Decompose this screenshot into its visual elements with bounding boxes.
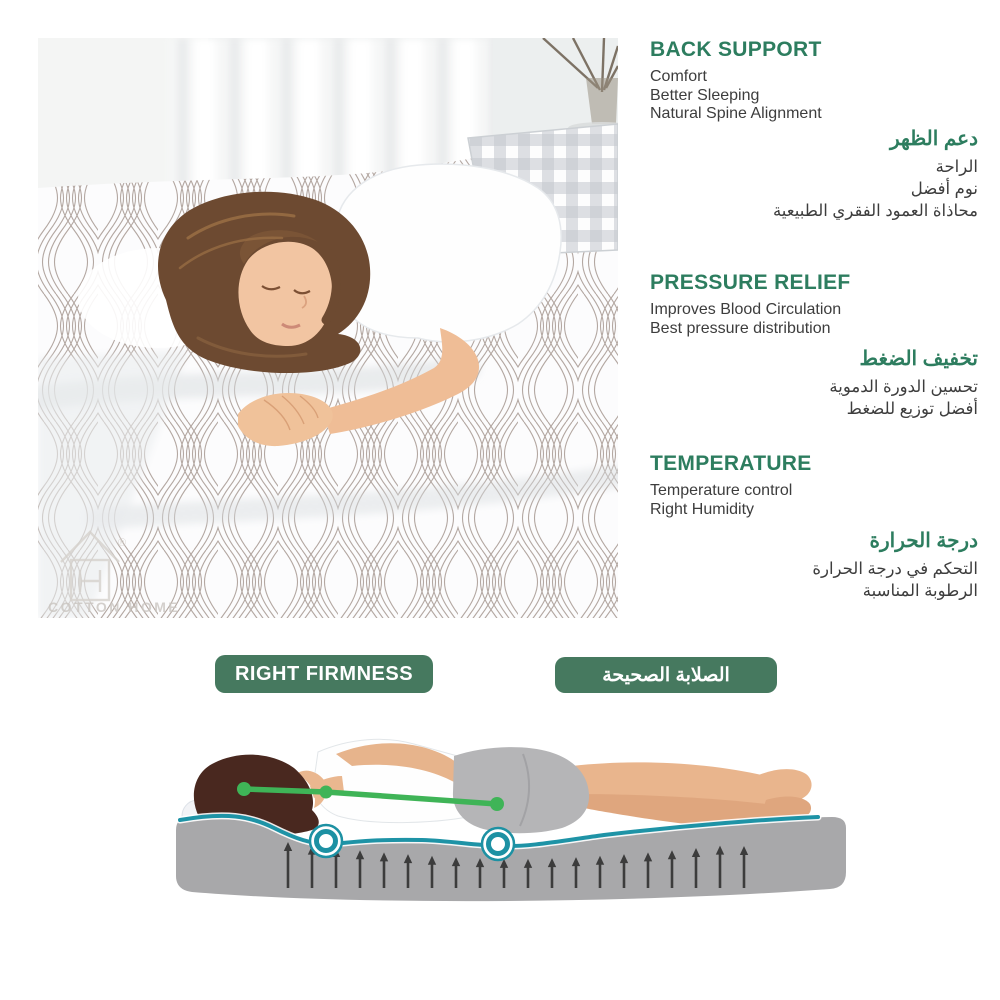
feature-line-ar: الراحة (935, 158, 978, 176)
feature-column (650, 0, 978, 650)
spine-dot-hip (490, 797, 504, 811)
feature-line: Comfort (650, 68, 707, 85)
feature-pressure-relief-en (650, 271, 978, 338)
pressure-point-marker-shoulder (310, 825, 342, 857)
feature-title-ar: تخفيف الضغط (859, 348, 978, 370)
white-shirt (335, 164, 561, 342)
pressure-point-marker-hip (482, 828, 514, 860)
diagram-shorts (453, 747, 589, 833)
feature-line-ar: محاذاة العمود الفقري الطبيعية (772, 202, 978, 220)
right-firmness-badge-en: RIGHT FIRMNESS (215, 655, 433, 693)
feature-line: Right Humidity (650, 500, 755, 518)
feature-temperature-en (650, 452, 978, 519)
feature-line: Temperature control (650, 482, 793, 499)
feature-line-ar: التحكم في درجة الحرارة (812, 560, 978, 578)
feature-line: Natural Spine Alignment (650, 105, 822, 122)
feature-line-ar: نوم أفضل (910, 180, 978, 198)
feature-title-ar: دعم الظهر (889, 128, 978, 150)
registered-mark: ® (118, 537, 127, 549)
feature-line: Improves Blood Circulation (650, 301, 842, 318)
face (238, 242, 332, 346)
feature-title: BACK SUPPORT (650, 38, 822, 61)
feature-title: TEMPERATURE (650, 452, 812, 475)
spine-dot-head (237, 782, 251, 796)
cotton-home-wordmark: COTTON HOME (48, 599, 181, 615)
feature-title-ar: درجة الحرارة (869, 530, 978, 552)
feature-temperature-ar (650, 528, 978, 602)
hero-photo-illustration (38, 38, 618, 618)
feature-title: PRESSURE RELIEF (650, 271, 851, 294)
feature-line-ar: الرطوبة المناسبة (862, 582, 978, 600)
spine-dot-shoulder (320, 786, 333, 799)
feature-pressure-relief-ar (650, 346, 978, 420)
feature-back-support-ar (650, 126, 978, 222)
feature-line: Better Sleeping (650, 86, 760, 104)
right-firmness-badge-ar: الصلابة الصحيحة (555, 657, 777, 693)
feature-line-ar: أفضل توزيع للضغط (846, 400, 978, 418)
feature-back-support-en (650, 38, 978, 124)
feature-line-ar: تحسين الدورة الدموية (829, 378, 978, 396)
firmness-diagram (0, 690, 1000, 930)
feature-line: Best pressure distribution (650, 319, 831, 337)
hero-photo (38, 38, 618, 618)
